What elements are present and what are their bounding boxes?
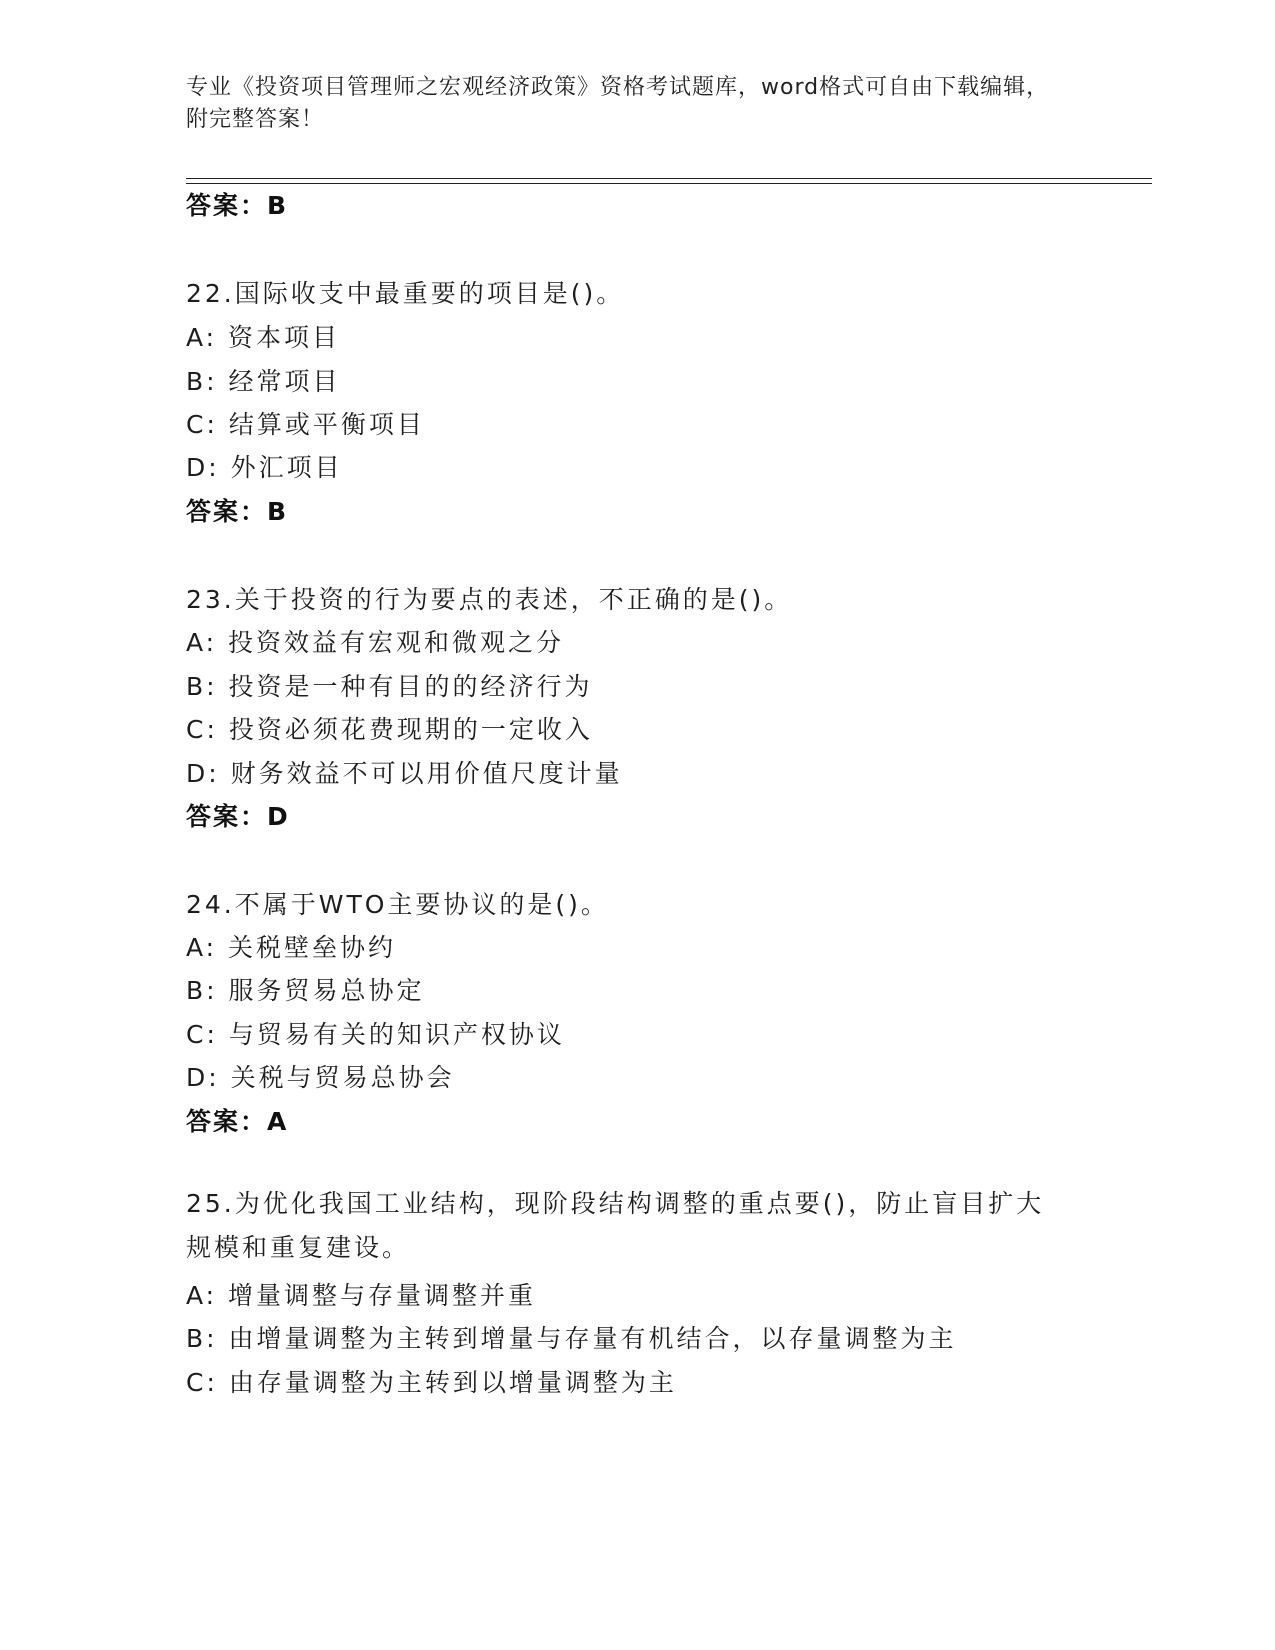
question-25-option-c: C: 由存量调整为主转到以增量调整为主 xyxy=(186,1368,677,1397)
question-23-answer: 答案：D xyxy=(186,802,290,831)
question-22-option-d: D: 外汇项目 xyxy=(186,453,343,482)
question-22-option-b: B: 经常项目 xyxy=(186,367,341,396)
question-24-option-b: B: 服务贸易总协定 xyxy=(186,976,425,1005)
header-rule-top xyxy=(186,178,1152,179)
question-22-option-a: A: 资本项目 xyxy=(186,323,341,352)
question-24-stem: 24.不属于WTO主要协议的是()。 xyxy=(186,890,609,919)
question-23-option-b: B: 投资是一种有目的的经济行为 xyxy=(186,672,593,701)
question-22-stem: 22.国际收支中最重要的项目是()。 xyxy=(186,279,625,308)
header-note: 专业《投资项目管理师之宏观经济政策》资格考试题库，word格式可自由下载编辑，附完整答案！ xyxy=(186,75,1050,132)
question-22-option-c: C: 结算或平衡项目 xyxy=(186,410,425,439)
question-23-option-d: D: 财务效益不可以用价值尺度计量 xyxy=(186,759,623,788)
question-22-answer: 答案：B xyxy=(186,497,289,526)
question-25-option-b: B: 由增量调整为主转到增量与存量有机结合，以存量调整为主 xyxy=(186,1324,957,1353)
question-25-stem: 25.为优化我国工业结构，现阶段结构调整的重点要()，防止盲目扩大规模和重复建设。 xyxy=(186,1189,1045,1262)
question-24-option-c: C: 与贸易有关的知识产权协议 xyxy=(186,1020,565,1049)
header-rule-bottom xyxy=(186,183,1152,184)
previous-answer: 答案：B xyxy=(186,191,289,220)
question-23-option-c: C: 投资必须花费现期的一定收入 xyxy=(186,715,593,744)
question-24-answer: 答案：A xyxy=(186,1107,289,1136)
question-23-option-a: A: 投资效益有宏观和微观之分 xyxy=(186,628,565,657)
question-25-option-a: A: 增量调整与存量调整并重 xyxy=(186,1281,537,1310)
question-23-stem: 23.关于投资的行为要点的表述，不正确的是()。 xyxy=(186,585,793,614)
question-24-option-a: A: 关税壁垒协约 xyxy=(186,933,397,962)
question-24-option-d: D: 关税与贸易总协会 xyxy=(186,1063,455,1092)
